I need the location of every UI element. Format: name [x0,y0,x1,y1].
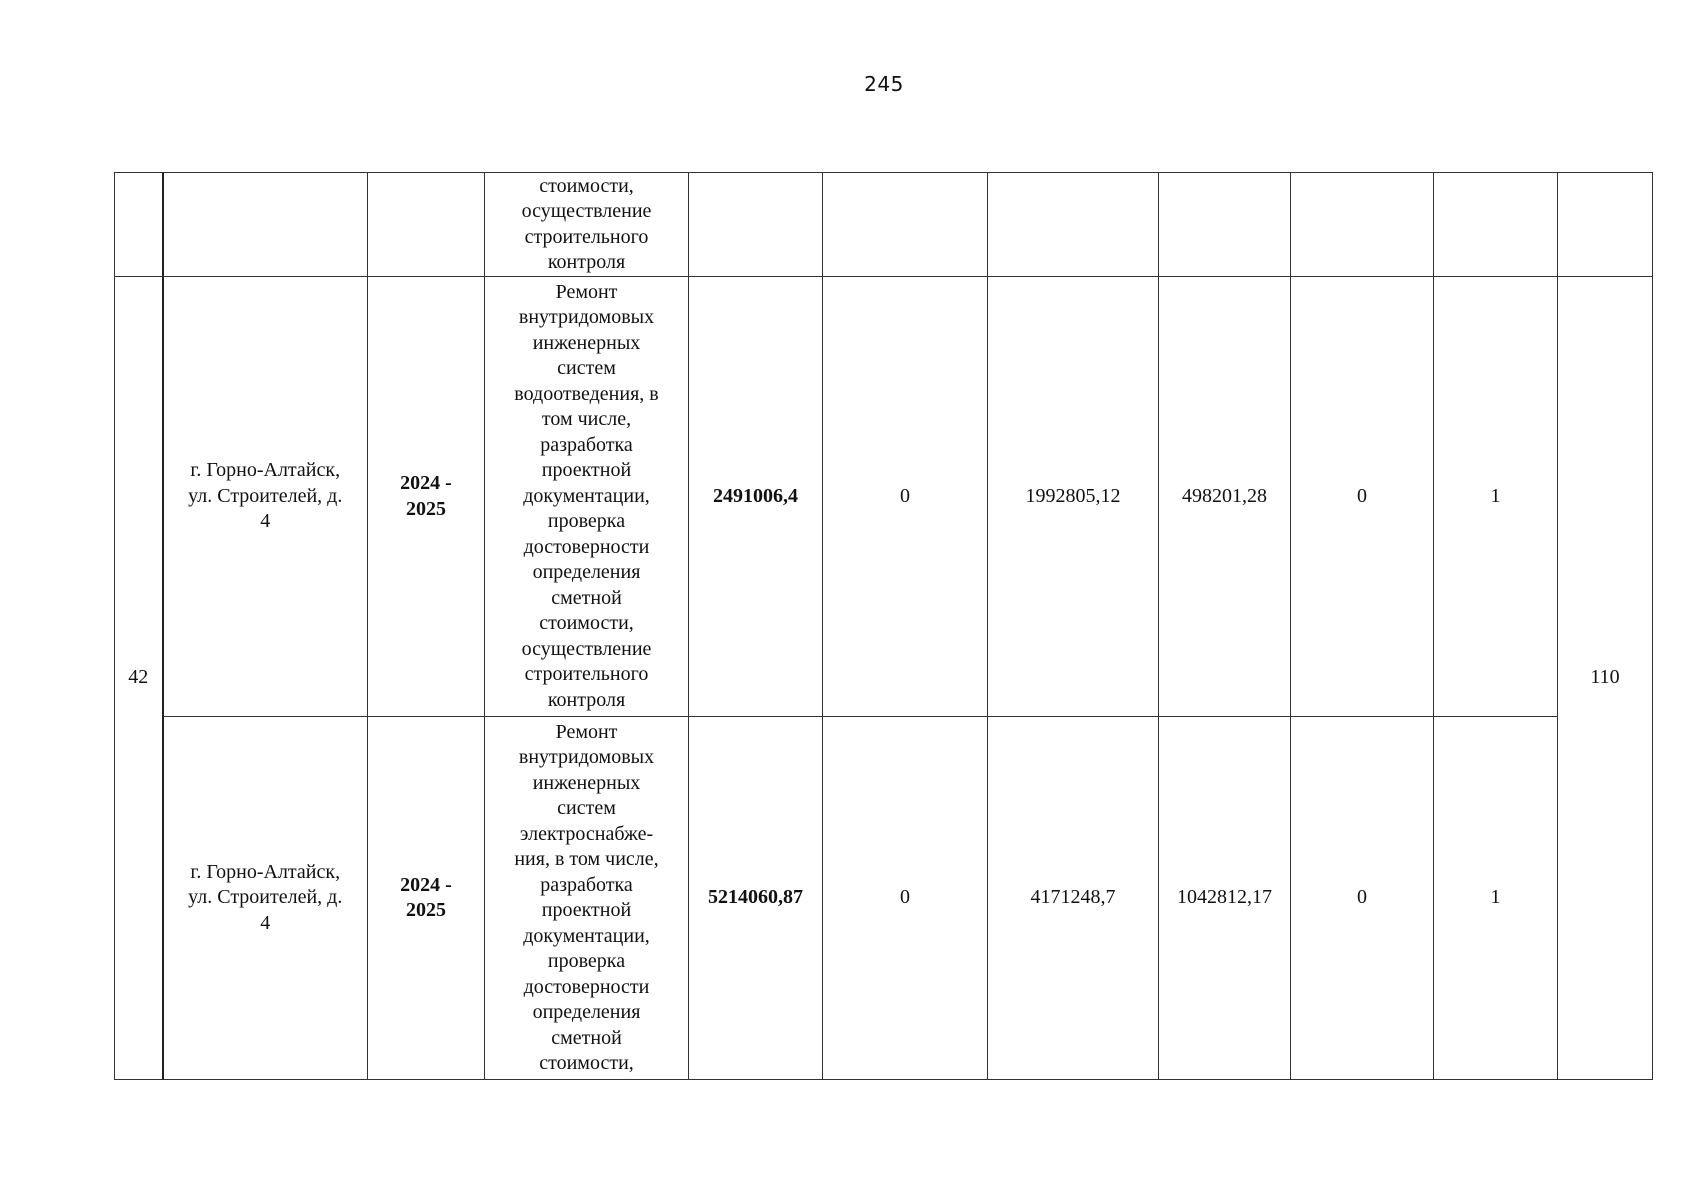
address-line: ул. Строителей, д. [188,886,343,909]
work-line: контроля [547,688,626,711]
total-cell: 5214060,87 [689,717,823,1080]
work-description-cell [485,717,689,1080]
work-line: определения [532,1001,641,1023]
work-line: внутридомовых [518,306,655,329]
work-line: стоимости, [539,1052,634,1074]
work-line: проверка [547,950,626,972]
value-cell [1558,173,1653,277]
period-cell [368,173,485,277]
work-line: том числе, [541,408,632,431]
value-cell: 4171248,7 [988,717,1159,1080]
work-line: достоверности [523,975,650,998]
work-line: систем [557,797,616,819]
work-line: стоимости, [539,174,634,197]
period-line: 2025 [406,497,446,520]
work-line: водоотведения, в [514,382,659,405]
work-description-cell [485,173,689,277]
period-cell [368,717,485,1080]
work-line: ния, в том числе, [514,848,659,870]
value-cell: 1 [1434,277,1558,717]
work-line: инженерных [532,771,641,794]
work-line: достоверности [523,535,650,558]
works-table [114,172,1653,1080]
table-row-continued [115,173,1653,277]
row-number-cell: 42 [115,277,163,1080]
period-line: 2024 - [400,873,452,896]
address-line: 4 [260,510,271,533]
work-line: осуществление [521,637,652,660]
value-cell: 498201,28 [1159,277,1291,717]
work-line: определения [532,561,641,584]
value-cell: 0 [1291,277,1434,717]
work-line: инженерных [532,331,641,354]
work-line: строительного [524,225,649,248]
work-line: систем [557,357,616,380]
table-row [115,277,1653,717]
value-cell [988,173,1159,277]
work-line: разработка [540,873,633,896]
value-cell [1291,173,1434,277]
work-line: проверка [547,510,626,533]
address-cell [163,717,368,1080]
page-number: 245 [864,72,904,96]
address-line: ул. Строителей, д. [188,484,343,507]
period-line: 2025 [406,899,446,921]
total-cell: 2491006,4 [689,277,823,717]
work-line: стоимости, [539,612,634,635]
value-cell [1159,173,1291,277]
address-line: г. Горно-Алтайск, [190,459,341,482]
work-description-cell [485,277,689,717]
value-cell: 0 [823,277,988,717]
work-line: проектной [541,459,632,482]
address-cell [163,277,368,717]
value-cell [1434,173,1558,277]
last-column-cell: 110 [1558,277,1653,1080]
table-row [115,717,1653,1080]
address-line: 4 [260,911,271,934]
work-line: электроснабже- [519,822,654,845]
value-cell: 0 [1291,717,1434,1080]
value-cell [823,173,988,277]
work-line: документации, [523,924,650,947]
work-line: сметной [551,1026,622,1049]
period-cell [368,277,485,717]
value-cell: 0 [823,717,988,1080]
period-line: 2024 - [400,472,452,494]
value-cell: 1992805,12 [988,277,1159,717]
work-line: разработка [540,433,633,456]
value-cell: 1 [1434,717,1558,1080]
work-line: Ремонт [555,720,618,743]
work-line: сметной [551,586,622,609]
value-cell: 1042812,17 [1159,717,1291,1080]
work-line: строительного [524,663,649,686]
address-line: г. Горно-Алтайск, [190,860,341,883]
work-line: документации, [523,484,650,507]
work-line: осуществление [521,200,652,222]
work-line: проектной [541,899,632,921]
address-cell [163,173,368,277]
row-number-cell [115,173,163,277]
work-line: внутридомовых [518,746,655,768]
work-line: контроля [547,251,626,273]
work-line: Ремонт [555,280,618,303]
total-cell [689,173,823,277]
